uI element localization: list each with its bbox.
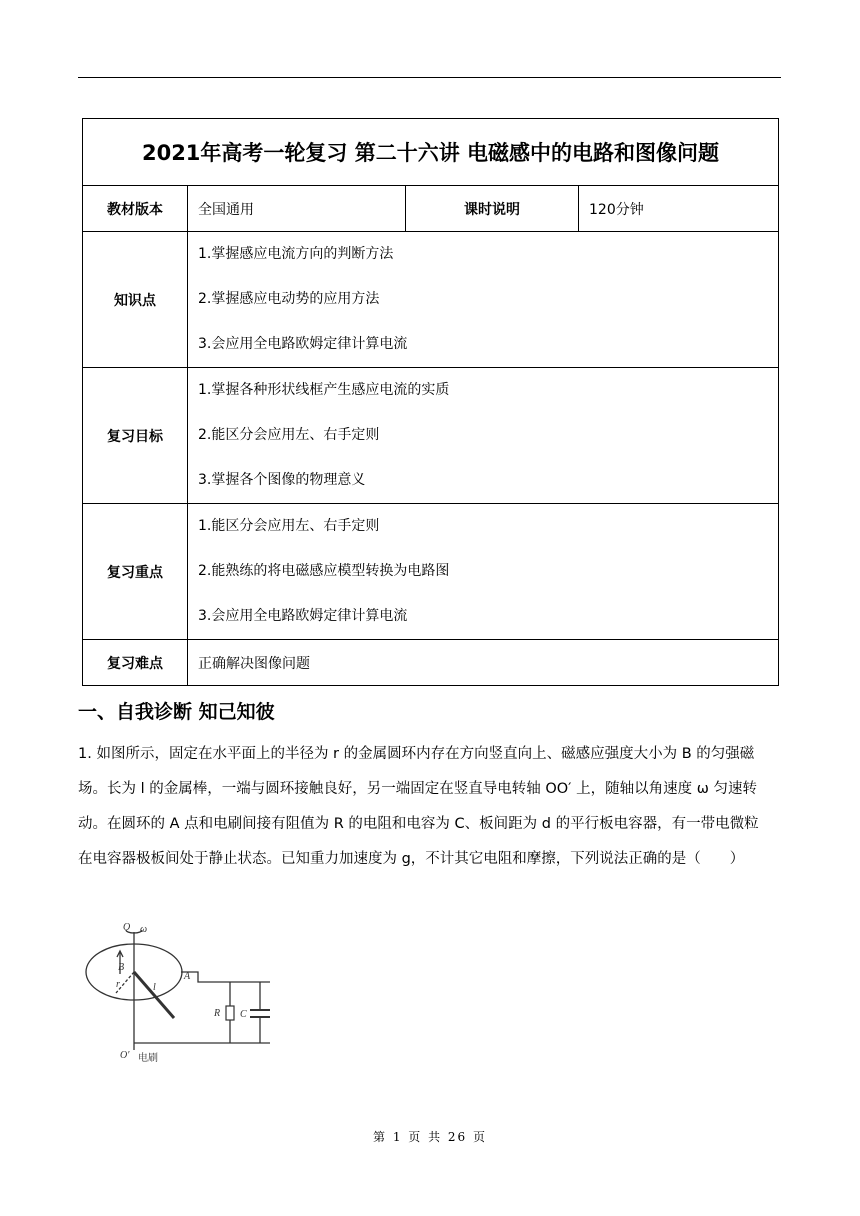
focus-item: 2.能熟练的将电磁感应模型转换为电路图 (198, 563, 450, 579)
document-title: 2021年高考一轮复习 第二十六讲 电磁感中的电路和图像问题 (83, 119, 779, 186)
knowledge-item: 3.会应用全电路欧姆定律计算电流 (198, 336, 408, 352)
label-capacitor: C (240, 1009, 247, 1020)
question-line: 1. 如图所示，固定在水平面上的半径为 r 的金属圆环内存在方向竖直向上、磁感应强度大小为 B 的匀强磁 (78, 746, 755, 762)
label-a: A (184, 971, 191, 982)
goal-item: 2.能区分会应用左、右手定则 (198, 427, 380, 443)
hours-label: 课时说明 (406, 186, 579, 232)
section-title: 一、自我诊断 知己知彼 (78, 701, 275, 723)
knowledge-item: 1.掌握感应电流方向的判断方法 (198, 246, 394, 262)
label-o-prime: O′ (120, 1050, 130, 1061)
label-omega: ω (140, 924, 148, 935)
label-o: O (123, 922, 131, 933)
question-line: 在电容器极板间处于静止状态。已知重力加速度为 g，不计其它电阻和摩擦，下列说法正确的是（ ） (78, 851, 745, 867)
question-text (78, 737, 782, 877)
knowledge-items (188, 232, 779, 368)
knowledge-label: 知识点 (83, 232, 188, 368)
circuit-figure (80, 918, 280, 1068)
label-resistor: R (214, 1008, 221, 1019)
metal-rod (134, 972, 174, 1018)
question-line: 动。在圆环的 A 点和电刷间接有阻值为 R 的电阻和电容为 C、板间距为 d 的平行板电容器，有一带电微粒 (78, 816, 759, 832)
hours-value: 120分钟 (579, 186, 779, 232)
goals-label: 复习目标 (83, 368, 188, 504)
difficulty-value: 正确解决图像问题 (188, 640, 779, 686)
label-l: l (153, 982, 156, 993)
label-brush: 电刷 (138, 1053, 158, 1064)
focus-item: 3.会应用全电路欧姆定律计算电流 (198, 608, 408, 624)
question-line: 场。长为 l 的金属棒，一端与圆环接触良好，另一端固定在竖直导电转轴 OO′ 上，随轴以角速度 ω 匀速转 (78, 781, 757, 797)
focus-items (188, 504, 779, 640)
label-r: r (116, 979, 120, 990)
goal-item: 3.掌握各个图像的物理意义 (198, 472, 366, 488)
focus-item: 1.能区分会应用左、右手定则 (198, 518, 380, 534)
knowledge-item: 2.掌握感应电动势的应用方法 (198, 291, 380, 307)
label-b: B (118, 962, 125, 973)
header-rule (78, 77, 781, 78)
focus-label: 复习重点 (83, 504, 188, 640)
lesson-info-table (82, 118, 779, 686)
resistor (226, 1006, 234, 1020)
difficulty-label: 复习难点 (83, 640, 188, 686)
goals-items (188, 368, 779, 504)
goal-item: 1.掌握各种形状线框产生感应电流的实质 (198, 382, 450, 398)
edition-value: 全国通用 (188, 186, 406, 232)
edition-label: 教材版本 (83, 186, 188, 232)
page-footer: 第 1 页 共 26 页 (373, 1130, 487, 1144)
